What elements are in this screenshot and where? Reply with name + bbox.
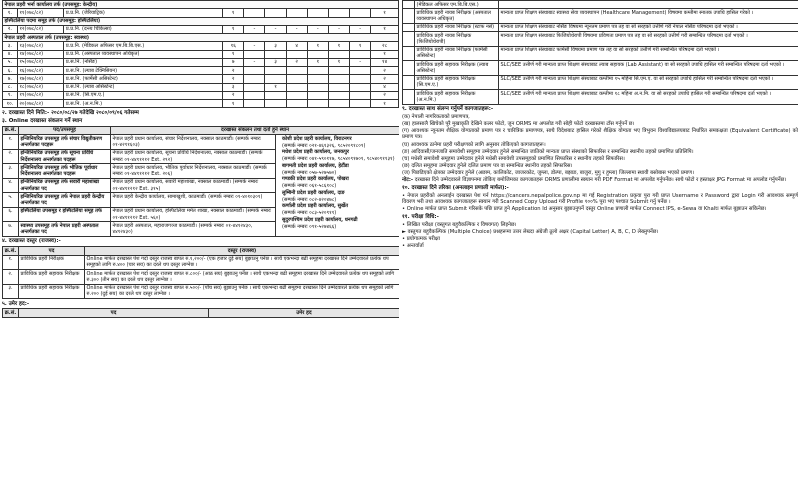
documents-title: ९. दरखास्त साथ संलग्न गर्नुपर्ने कागजातहरू:- [402, 106, 494, 112]
quota-cell [328, 75, 349, 83]
application-date: २. दरखास्त दिने मिति:- २०८०/०८/२७ गतेदेखि २०८०/०९/०६ गतेसम्म [2, 109, 139, 116]
quota-cell [328, 91, 349, 99]
advert-code: १५(०७८/८२) [17, 58, 64, 66]
quota-cell: १ [223, 50, 244, 58]
province-office-name: लुम्बिनी प्रदेश प्रहरी कार्यालय, दाङ [282, 189, 345, 196]
quota-cell: २८ [371, 42, 399, 50]
quota-cell [307, 50, 328, 58]
quota-cell [244, 83, 265, 91]
document-item: (घ) आवश्यक ठानेमा प्रहरी परीक्षणको लागि अनुसार तोकिएको कागजातहरू। [402, 141, 546, 148]
quota-cell: १ [307, 42, 328, 50]
row-number: ६. [3, 67, 18, 75]
quota-cell [265, 100, 286, 108]
col-post: पद/उपसमूह [19, 126, 111, 135]
advert-code: १६(०७८/८२) [17, 67, 64, 75]
quota-cell: १ [328, 42, 349, 50]
fee-title: ४. दरखास्त दस्तुर (राजस्व):- [2, 238, 61, 245]
post-group: इन्जिनियरिङ उपसमूह तर्फ सवारी महाशाखा अन्तर्गतका पद [19, 178, 111, 193]
col-place: दरखास्त संकलन तथा दर्ता हुने स्थान [111, 126, 400, 135]
note-block [402, 177, 798, 184]
document-item: (ज) पिछडिएको क्षेत्रका उम्मेदवार हुनेले (अछाम, कालिकोट, जाजरकोट, जुम्ला, डोल्पा, बझाङ, बाजुरा, मुगु र हुम्ला) जिल्लामा स्थायी बसोबास भएको प्रमाण। [402, 169, 695, 176]
fee-col-post: पद [19, 247, 85, 256]
row-number: ४. [3, 50, 18, 58]
quota-cell [350, 83, 371, 91]
advert-code: १९(०७८/८२) [17, 91, 64, 99]
row-number: ५. [3, 58, 18, 66]
office-address: नेपाल प्रहरी प्रधान कार्यालय, सवारी महाशाखा, नक्साल काठमाडौं। (सम्पर्क नम्बरः ०१-४४११२१२ Ext. ३१५) [111, 178, 276, 193]
collection-place-table [2, 126, 399, 237]
age-col-sn: क्र.सं. [3, 309, 19, 318]
quota-cell: १ [371, 50, 399, 58]
quota-cell [244, 67, 265, 75]
fee-col-sn: क्र.सं. [3, 247, 19, 256]
row-number: १०. [3, 100, 18, 108]
post-name: प्र.प्र.नि. (दन्त्य चिकित्सा) [64, 25, 223, 33]
exam-item: • लिखित परीक्षा (वस्तुगत बहुवैकल्पिक र विषयगत) लिइनेछ। [402, 222, 517, 229]
row-number: ३. [3, 164, 19, 179]
table-row [403, 90, 799, 105]
exam-item: • अन्तर्वार्ता [402, 243, 424, 250]
document-item: (छ) दलित समूहमा उम्मेदवार हुनेले दलित प्रमाण पत्र वा सम्बन्धित स्थानीय तहको सिफारिस। [402, 162, 573, 169]
advert-code: १७(०७८/८२) [17, 75, 64, 83]
group-heading: नेपाल प्रहरी अस्पताल तर्फ (उपसमूह: स्वास्थ्य) [3, 34, 399, 42]
row-number: ३. [3, 42, 18, 50]
quota-cell [244, 9, 265, 17]
row-number: ३. [3, 284, 19, 299]
post-name: प्राविधिक प्रहरी सहायक निरीक्षक [19, 270, 85, 285]
table-row [3, 270, 400, 285]
quota-cell [307, 75, 328, 83]
table-row [3, 75, 399, 83]
table-row [3, 50, 399, 58]
document-item: (क) नेपाली नागरिकताको प्रमाणपत्र, [402, 113, 470, 120]
quota-cell: २ [371, 67, 399, 75]
office-address: नेपाल प्रहरी प्रधान कार्यालय, हस्पिटलिया मर्मत शाखा, नक्साल काठमाडौं। (सम्पर्क नम्बरः ०१-४४११२१२ Ext. ५६०) [111, 207, 276, 222]
post-name: प्र.स.नि. (ल्याब असिस्टेन्ट) [64, 83, 223, 91]
office-address: नेपाल प्रहरी अस्पताल, महाराजगञ्ज काठमाडौं। (सम्पर्क नम्बरः ०१-४४१२४३०, ४४१२४३०) [111, 222, 276, 237]
row-spacer [403, 9, 415, 24]
qualification-text: SLC/SEE उत्तीर्ण गरी मान्यता प्राप्त शिक्षण संस्थाबाट कम्तीमा १८ महिना अ.न.मि. वा सो सरहको उपाधि हासिल गरी सम्बन्धित परिषदमा दर्ता भएको । [499, 90, 799, 105]
quota-cell: १ [371, 25, 399, 33]
post-name: प्र.स.नि. (ल्याब टेक्निसियन) [64, 67, 223, 75]
document-item: (च) मधेसी समावेशी समूहमा उम्मेदवार हुनेले मधेसी समावेशी उपसमूहको प्रमाणित सिफारिस र स्थानीय तहको सिफारिस। [402, 155, 625, 162]
fee-table [2, 246, 399, 299]
province-office-phone: (सम्पर्क नम्बरः ०६१-५८६१०८) [282, 183, 337, 189]
post-group: इन्जिनियरिङ उपसमूह तर्फ संचार विद्युतीकरण अन्तर्गतका पदहरू [19, 135, 111, 150]
exam-item: ► वस्तुगत बहुवैकल्पिक (Multiple Choice) प्रश्नहरूमा उत्तर लेख्दा अंग्रेजी ठूलो अक्षर (Capital Letter) A, B, C, D लेख्नुपर्नेछ। [402, 229, 659, 236]
quota-cell [286, 67, 307, 75]
quota-cell [286, 100, 307, 108]
row-spacer [403, 32, 415, 47]
age-limit-title: ५. उमेर हद:- [2, 300, 30, 307]
qualification-text: मान्यता प्राप्त शिक्षण संस्थाबाट नर्सिङ विषयमा न्यूनतम प्रमाण पत्र तह वा सो सरहको उत्तीर्ण गरी नेपाल नर्सिङ परिषदमा दर्ता भएको । [499, 23, 799, 31]
quota-cell: १ [307, 58, 328, 66]
row-number: १. [3, 9, 18, 17]
row-number: ७. [3, 75, 18, 83]
row-number: १. [3, 255, 19, 270]
quota-cell: - [307, 25, 328, 33]
quota-cell [350, 100, 371, 108]
group-heading: हस्पिटलिया पदमा समूह तर्फ (उपसमूह: हस्पिटलिया) [3, 17, 399, 25]
quota-cell: ७ [223, 58, 244, 66]
quota-cell: - [350, 58, 371, 66]
documents-list [402, 114, 798, 177]
province-office-name: बागमती प्रदेश प्रहरी कार्यालय, हेटौंडा [282, 162, 349, 169]
post-quota-table [2, 0, 399, 108]
province-office-phone: (सम्पर्क नम्बरः ०५७-५२७५७०) [282, 169, 337, 176]
post-name: प्र.स.नि. (नर्सिङ) [64, 58, 223, 66]
province-offices [276, 135, 400, 237]
qualification-text: मान्यता प्राप्त शिक्षण संस्थाबाट फिजियोथेरापी विषयमा प्रविणता प्रमाण पत्र तह वा सो सरहको उत्तीर्ण गरी सम्बन्धित परिषदमा दर्ता भएको । [499, 32, 799, 47]
quota-cell: २ [286, 58, 307, 66]
qualification-table [402, 0, 798, 105]
post-name: प्राविधिक प्रहरी निरीक्षक [19, 255, 85, 270]
quota-cell [244, 100, 265, 108]
table-row [3, 83, 399, 91]
exam-method-title: ११. परीक्षा विधि:- [402, 214, 439, 221]
table-row [3, 255, 400, 270]
table-row [3, 135, 400, 150]
qualification-text: SLC/SEE उत्तीर्ण गरी मान्यता प्राप्त शिक्षण संस्थाबाट कम्तीमा १५ महिना सि.एम.ए. वा सो सरहको उपाधि हासिल गरी सम्बन्धित परिषदमा दर्ता भएको । [499, 75, 799, 90]
quota-cell: - [350, 25, 371, 33]
quota-cell [307, 83, 328, 91]
quota-cell: १ [328, 58, 349, 66]
post-name: प्र.प्र.नि. (जेरियाट्रिक) [64, 9, 223, 17]
quota-cell [244, 91, 265, 99]
province-office-phone: (सम्पर्क नम्बरः ०९१-५२७४६६) [282, 223, 337, 230]
left-column [2, 0, 399, 500]
row-spacer [403, 61, 415, 76]
group-heading-row [3, 34, 399, 42]
row-spacer [403, 90, 415, 105]
post-group: इन्जिनियरिङ उपसमूह तर्फ भौतिक पूर्वाधार निर्देशनालय अन्तर्गतका पदहरू [19, 164, 111, 179]
quota-cell [328, 67, 349, 75]
document-item: (ङ) आदिवासी/जनजाति समावेशी समूहमा उम्मेदवार हुनेले सम्बन्धित जातिको मान्यता प्राप्त संस्थाको सिफारिस र सम्बन्धित स्थानीय तहको प्रमाणित प्रतिलिपि। [402, 148, 694, 155]
quota-cell [265, 67, 286, 75]
quota-cell: ३ [265, 42, 286, 50]
table-row [3, 25, 399, 33]
table-row [403, 1, 799, 9]
post-group: इन्जिनियरिङ उपसमूह तर्फ नेपाल प्रहरी केन्द्रीय अन्तर्गतका पद [19, 193, 111, 208]
row-number: ९. [3, 91, 18, 99]
post-group: इन्जिनियरिङ उपसमूह तर्फ सूचना प्रविधि निर्देशनालय अन्तर्गतका पदहरू [19, 149, 111, 164]
row-number: २. [3, 149, 19, 164]
table-row [403, 61, 799, 76]
quota-cell: ३ [223, 83, 244, 91]
quota-cell [265, 9, 286, 17]
fee-col-amount: दस्तुर (राजस्व) [85, 247, 400, 256]
table-row [3, 284, 400, 299]
table-row [3, 100, 399, 108]
quota-cell [286, 91, 307, 99]
quota-cell: - [244, 42, 265, 50]
province-office-name: कर्णाली प्रदेश प्रहरी कार्यालय, सुर्खेत [282, 203, 348, 210]
row-number: ५. [3, 193, 19, 208]
quota-cell [265, 75, 286, 83]
row-spacer [403, 75, 415, 90]
province-office-phone: (सम्पर्क नम्बरः ०८२-४२०४७८) [282, 196, 337, 203]
quota-cell [307, 91, 328, 99]
quota-cell [286, 50, 307, 58]
province-office-name: कोशी प्रदेश प्रहरी कार्यालय, विराटनगर [282, 135, 352, 142]
table-row [3, 58, 399, 66]
table-row [403, 75, 799, 90]
row-number: ४. [3, 178, 19, 193]
qualification-text [499, 1, 799, 9]
post-name: प्राविधिक प्रहरी सहायक निरीक्षक (ल्याब असिस्टेन्ट) [415, 61, 499, 76]
table-row [403, 46, 799, 61]
table-row [3, 91, 399, 99]
online-collection-title: ३. Online दरखास्त संकलन गर्ने स्थान [2, 118, 83, 124]
quota-cell [328, 83, 349, 91]
quota-cell: २ [223, 67, 244, 75]
quota-cell: १ [223, 9, 244, 17]
quota-cell [350, 75, 371, 83]
quota-cell: १ [265, 83, 286, 91]
office-address: नेपाल प्रहरी प्रधान कार्यालय, संचार निर्देशनालय, नक्साल काठमाडौं। (सम्पर्क नम्बरः ०१-४२११६०३) [111, 135, 276, 150]
quota-cell: - [265, 25, 286, 33]
quota-cell: १ [350, 42, 371, 50]
advert-code: १३(०७८/८२) [17, 42, 64, 50]
quota-cell [350, 91, 371, 99]
quota-cell: - [244, 25, 265, 33]
post-name: प्राविधिक प्रहरी नायब निरीक्षक (फार्मेसी असिस्टेन्ट) [415, 46, 499, 61]
post-name: प्राविधिक प्रहरी नायब निरीक्षक (अस्पताल व्यवस्थापन अधिकृत) [415, 9, 499, 24]
quota-cell: १ [223, 100, 244, 108]
group-heading-row [3, 17, 399, 25]
table-row [3, 9, 399, 17]
office-address: नेपाल प्रहरी प्रधान कार्यालय, सूचना प्रविधि निर्देशनालय, नक्साल काठमाडौं। (सम्पर्क नम्बरः ०१-४४११२१२ Ext. २९२) [111, 149, 276, 164]
fee-text: Online मार्फत दरखास्त पेश गर्दा दस्तुर राजस्व बापत रु.५००/- (पाँच सय) बुझाउनु पर्नेछ । साथै एकभन्दा बढी समूहमा दरखास्त दिने उम्मेदवारले प्रत्येक थप समूहको लागि रु.२०० (दुई सय) का दरले थप दस्तुर लाग्नेछ । [85, 284, 400, 299]
province-office-phone: (सम्पर्क नम्बरः ०२१-४६१३२६, ९८५२०९१८०९) [282, 142, 366, 149]
quota-cell [265, 91, 286, 99]
advert-code: १२(०७८/८२) [17, 25, 64, 33]
quota-cell: २ [223, 91, 244, 99]
row-number: ६. [3, 207, 19, 222]
quota-cell [328, 100, 349, 108]
group-heading: नेपाल प्रहरी भर्ना कार्यालय तर्फ (उपसमूह: केन्द्रीय) [3, 1, 399, 9]
post-name: प्राविधिक प्रहरी नायब निरीक्षक (स्टाफ नर्स) [415, 23, 499, 31]
exam-method-list [402, 222, 798, 250]
group-heading-row [3, 1, 399, 9]
post-group: हस्पिटलिया उपसमूह र हस्पिटलिया समूह तर्फ [19, 207, 111, 222]
row-spacer [403, 46, 415, 61]
quota-cell: १ [371, 9, 399, 17]
advert-code: १८(०७८/८२) [17, 83, 64, 91]
qualification-text: SLC/SEE उत्तीर्ण गरी मान्यता प्राप्त शिक्षण संस्थाबाट ल्याब सहायक (Lab Assistant) वा सो सरहको उपाधि हासिल गरी सम्बन्धित परिषदमा दर्ता भएको । [499, 61, 799, 76]
province-office-phone: (सम्पर्क नम्बरः ०८३-५२०९११) [282, 210, 337, 216]
note-text: दरखास्त दिने उम्मेदवारले विज्ञापनमा तोकिए बमोजिमका कागजातहरू ORMS प्रणालीमा स्क्यान गरी PDF Format मा अपलोड गर्नुपर्नेछ। साथै फोटो र हस्ताक्षर JPG Format मा अपलोड गर्नुपर्नेछ। [414, 177, 787, 183]
quota-cell: १ [371, 100, 399, 108]
row-number: ७. [3, 222, 19, 237]
province-office-name: सुदुरपश्चिम प्रदेश प्रहरी कार्यालय, धनगढी [282, 216, 358, 223]
exam-item: • प्रयोगात्मक परीक्षा [402, 236, 440, 243]
post-name: प्र.स.नि. (अ.न.मि.) [64, 100, 223, 108]
post-name: प्राविधिक प्रहरी सहायक निरीक्षक (अ.न.मि.) [415, 90, 499, 105]
row-number: २. [3, 25, 18, 33]
quota-cell: - [244, 58, 265, 66]
quota-cell [286, 9, 307, 17]
province-office-name: मधेश प्रदेश प्रहरी कार्यालय, जनकपुर [282, 149, 349, 156]
col-sn: क्र.सं. [3, 126, 19, 135]
table-row [3, 67, 399, 75]
post-name: प्र.प्र.नि. (मेडिकल अफिसर एम.बि.बि.एस.) [64, 42, 223, 50]
advert-code: २०(०७८/८२) [17, 100, 64, 108]
quota-cell: ३ [265, 58, 286, 66]
post-name: प्राविधिक प्रहरी सहायक निरीक्षक [19, 284, 85, 299]
row-number: १. [3, 135, 19, 150]
post-name: प्र.स.नि. (फार्मेसी असिस्टेन्ट) [64, 75, 223, 83]
apply-step: • नेपाल प्रहरीको अनलाईन दरखास्त पेश गर्न https://cancers.nepalpolice.gov.np मा गई Registration प्रकृया पुरा गरी प्राप्त Username र Password द्वारा Login गरी आवश्यक सम्पूर्ण विवरण भरी तथा आवश्यक कागजातहरू स्क्यान गरी Scanned Copy Upload गरी Profile १००% पुरा भए पश्चात Submit गर्नु पर्नेछ । [402, 192, 798, 206]
quota-cell: २ [223, 75, 244, 83]
table-row [403, 32, 799, 47]
age-limit-table [2, 308, 399, 318]
quota-cell [265, 50, 286, 58]
row-spacer [403, 1, 415, 9]
row-spacer [403, 23, 415, 31]
quota-cell [328, 50, 349, 58]
quota-cell [307, 67, 328, 75]
quota-cell: ४ [371, 83, 399, 91]
province-office-phone: (सम्पर्क नम्बरः ०४१-५९०११७, ९८५४०९१७०१, ९८५४०९११३१) [282, 156, 395, 162]
quota-cell [307, 9, 328, 17]
apply-step: • Online मार्फत प्राप्त Submit गरिसके पछि प्राप्त हुने Application Id अनुसार बुझाउनुपर्ने दस्तुर Online प्रणाली मार्फत Connect IPS, e-Sewa वा Khalti मार्फत बुझाउन सकिनेछ। [402, 206, 767, 213]
table-row [3, 42, 399, 50]
advert-code: ११(०७८/८२) [17, 9, 64, 17]
qualification-text: मान्यता प्राप्त शिक्षण संस्थाबाट स्वास्थ्य सेवा व्यवस्थापन (Healthcare Management) विषयमा कम्तीमा स्नातक उपाधि हासिल गरेको । [499, 9, 799, 24]
quota-cell: - [286, 25, 307, 33]
right-column [402, 0, 798, 500]
quota-cell: ४ [286, 42, 307, 50]
advert-code: १४(०७८/८२) [17, 50, 64, 58]
quota-cell: १६ [223, 42, 244, 50]
post-name: प्र.प्र.नि. (अस्पताल व्यवस्थापन अधिकृत) [64, 50, 223, 58]
quota-cell [328, 9, 349, 17]
apply-method-title: १०. दरखास्त दिने तरिका (अनलाइन प्रणाली मार्फत):- [402, 185, 509, 191]
quota-cell: १४ [371, 58, 399, 66]
age-col-limit: उमेर हद [209, 309, 400, 318]
age-col-post: पद [19, 309, 209, 318]
apply-method-list [402, 193, 798, 213]
quota-cell [244, 75, 265, 83]
document-item: (ग) आवश्यक न्यूनतम शैक्षिक योग्यताको प्रमाण पत्र र चारित्रिक प्रमाणपत्र, साथै विदेशबाट हासिल गरेको शैक्षिक योग्यता भए त्रिभुवन विश्वविद्यालयबाट निर्धारित समकक्षता (Equivalent Certificate) को प्रमाण पत्र। [402, 127, 798, 141]
document-item: (ख) हालसालै खिचेको पूरै मुखाकृति देखिने कलर फोटो, जुन ORMS मा अपलोड गरी सोही फोटो दरखास्तमा टाँस गर्नुपर्ने छ। [402, 120, 635, 127]
row-number: २. [3, 270, 19, 285]
quota-cell [286, 83, 307, 91]
office-address: नेपाल प्रहरी केन्द्रीय कार्यालय, सामाखुशी, काठमाडौं। (सम्पर्क नम्बरः ०१-४०१०३०१) [111, 193, 276, 208]
quota-cell [350, 9, 371, 17]
quota-cell [350, 67, 371, 75]
quota-cell [286, 75, 307, 83]
quota-cell: १ [223, 25, 244, 33]
quota-cell [244, 50, 265, 58]
office-address: नेपाल प्रहरी प्रधान कार्यालय, भौतिक पूर्वाधार निर्देशनालय, नक्साल काठमाडौं। (सम्पर्क नम्बरः ०१-४४११२१२ Ext. २०६) [111, 164, 276, 179]
quota-cell: - [328, 25, 349, 33]
post-name: प्राविधिक प्रहरी नायब निरीक्षक (फिजियोथेरापी) [415, 32, 499, 47]
table-row [403, 23, 799, 31]
province-office-name: गण्डकी प्रदेश प्रहरी कार्यालय, पोखरा [282, 176, 349, 183]
post-name: प्र.स.नि. (सि.एम.ए.) [64, 91, 223, 99]
row-number: ८. [3, 83, 18, 91]
quota-cell [350, 50, 371, 58]
qualification-text: मान्यता प्राप्त शिक्षण संस्थाबाट फार्मेसी विषयमा प्रमाण पत्र तह वा सो सरहको उत्तीर्ण गरी सम्बन्धित परिषदमा दर्ता भएको । [499, 46, 799, 61]
quota-cell [307, 100, 328, 108]
post-name: प्राविधिक प्रहरी सहायक निरीक्षक (सि.एम.ए.) [415, 75, 499, 90]
fee-text: Online मार्फत दरखास्त पेश गर्दा दस्तुर राजस्व बापत रु.८००/- (आठ सय) बुझाउनु पर्नेछ । साथै एकभन्दा बढी समूहमा दरखास्त दिने उम्मेदवारले प्रत्येक थप समूहको लागि रु.३०० (तीन सय) का दरले थप दस्तुर लाग्नेछ । [85, 270, 400, 285]
table-row [403, 9, 799, 24]
post-group: स्वास्थ्य उपसमूह तर्फ नेपाल प्रहरी अस्पताल अन्तर्गतका पद [19, 222, 111, 237]
quota-cell: २ [371, 91, 399, 99]
note-label: नोट:- [402, 177, 414, 183]
post-name: (मेडिकल अफिसर एम.बि.बि.एस.) [415, 1, 499, 9]
fee-text: Online मार्फत दरखास्त पेश गर्दा दस्तुर राजस्व बापत रु.१,२००/- (एक हजार दुई सय) बुझाउनु पर्नेछ । साथै एकभन्दा बढी समूहमा दरखास्त दिने उम्मेदवारले प्रत्येक थप समूहको लागि रु.४०० (चार सय) का दरले थप दस्तुर लाग्नेछ । [85, 255, 400, 270]
quota-cell: २ [371, 75, 399, 83]
